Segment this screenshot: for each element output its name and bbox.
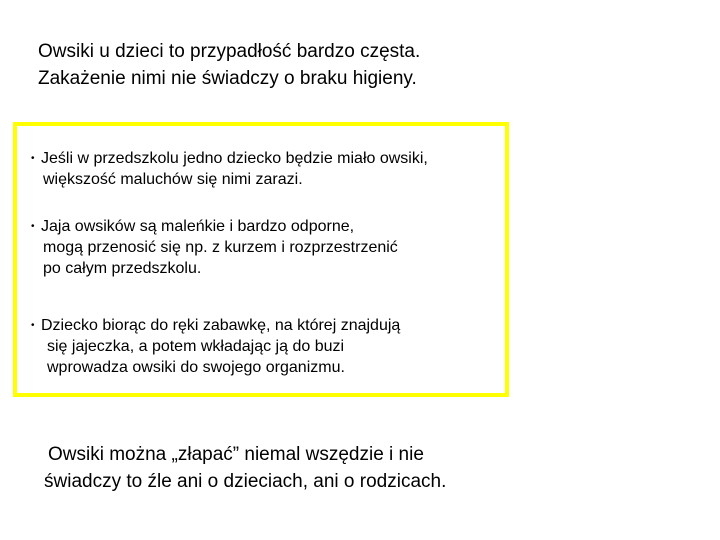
list-item-line: Jaja owsików są maleńkie i bardzo odporne, xyxy=(41,218,355,235)
list-item-line: Dziecko biorąc do ręki zabawkę, na której znajdują xyxy=(41,317,401,334)
list-item-text xyxy=(41,148,501,190)
list-item-line: po całym przedszkolu. xyxy=(43,260,202,277)
list-item-line: się jajeczka, a potem wkładając ją do buzi xyxy=(47,338,345,355)
bullet-icon: • xyxy=(31,320,35,331)
footer-note xyxy=(44,441,664,495)
list-item-line: większość maluchów się nimi zarazi. xyxy=(43,171,303,188)
title-line-1: Owsiki u dzieci to przypadłość bardzo częsta. xyxy=(38,41,421,62)
page-title xyxy=(38,38,598,92)
list-item-line: wprowadza owsiki do swojego organizmu. xyxy=(47,359,345,376)
bullet-icon: • xyxy=(31,153,35,164)
bullet-icon: • xyxy=(31,221,35,232)
highlight-box xyxy=(13,122,509,397)
title-line-2: Zakażenie nimi nie świadczy o braku higieny. xyxy=(38,68,417,89)
footer-line-1: Owsiki można „złapać” niemal wszędzie i nie xyxy=(48,444,424,465)
list-item-text xyxy=(41,315,501,378)
list-item-text xyxy=(41,216,501,279)
footer-line-2: świadczy to źle ani o dzieciach, ani o rodzicach. xyxy=(44,471,447,492)
list-item-line: mogą przenosić się np. z kurzem i rozprzestrzenić xyxy=(43,239,398,256)
list-item-line: Jeśli w przedszkolu jedno dziecko będzie miało owsiki, xyxy=(41,150,428,167)
